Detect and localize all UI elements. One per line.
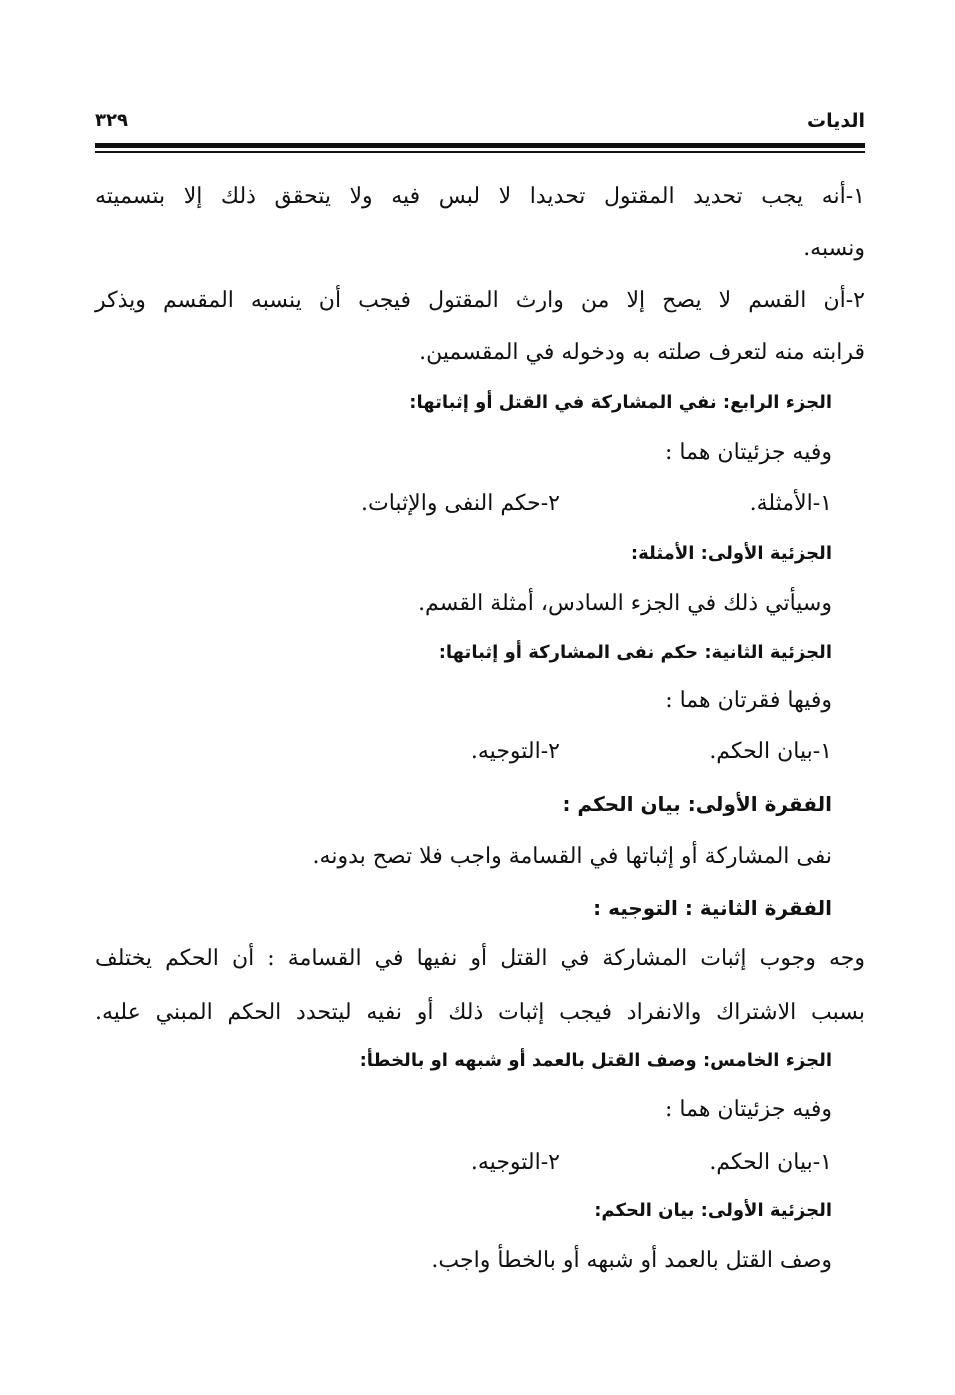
- paragraph-line: نفى المشاركة أو إثباتها في القسامة واجب فلا تصح بدونه.: [312, 844, 832, 869]
- list-item: ٢-حكم النفى والإثبات.: [360, 491, 560, 516]
- running-title: الديات: [807, 110, 865, 132]
- paragraph-line: وفيه جزئيتان هما :: [665, 440, 832, 465]
- header-rule-thick: [95, 143, 865, 148]
- paragraph-line: وفيه جزئيتان هما :: [665, 1097, 832, 1122]
- paragraph-line: وفيها فقرتان هما :: [665, 688, 832, 713]
- header-rule-thin: [95, 151, 865, 153]
- section-heading: الجزء الرابع: نفي المشاركة في القتل أو إثباتها:: [409, 392, 832, 413]
- paragraph-line: بسبب الاشتراك والانفراد فيجب إثبات ذلك أو نفيه ليتحدد الحكم المبني عليه.: [95, 1000, 865, 1025]
- paragraph-line: وسيأتي ذلك في الجزء السادس، أمثلة القسم.: [418, 591, 832, 616]
- paragraph-line: ١-أنه يجب تحديد المقتول تحديدا لا لبس فيه ولا يتحقق ذلك إلا بتسميته: [95, 184, 865, 209]
- list-item: ٢-التوجيه.: [470, 739, 560, 764]
- page-header: [95, 108, 865, 140]
- paragraph-line: وجه وجوب إثبات المشاركة في القتل أو نفيها في القسامة : أن الحكم يختلف: [95, 946, 865, 971]
- paragraph-line: ونسبه.: [803, 236, 865, 261]
- paragraph-line: وصف القتل بالعمد أو شبهه أو بالخطأ واجب.: [431, 1248, 832, 1273]
- paragraph-line: قرابته منه لتعرف صلته به ودخوله في المقسمين.: [419, 340, 865, 365]
- list-item: ١-الأمثلة.: [749, 491, 832, 516]
- section-heading: الجزء الخامس: وصف القتل بالعمد أو شبهه او بالخطأ:: [359, 1050, 832, 1071]
- paragraph-line: ٢-أن القسم لا يصح إلا من وارث المقتول فيجب أن ينسبه المقسم ويذكر: [95, 288, 865, 313]
- paragraph-heading: الفقرة الأولى: بيان الحكم :: [562, 792, 832, 816]
- list-item: ٢-التوجيه.: [470, 1150, 560, 1175]
- page-number: ٣٢٩: [95, 110, 128, 131]
- list-item: ١-بيان الحكم.: [709, 1150, 832, 1175]
- paragraph-heading: الفقرة الثانية : التوجيه :: [593, 896, 832, 920]
- subsection-heading: الجزئية الأولى: الأمثلة:: [630, 543, 832, 564]
- subsection-heading: الجزئية الأولى: بيان الحكم:: [594, 1200, 832, 1221]
- list-item: ١-بيان الحكم.: [709, 739, 832, 764]
- subsection-heading: الجزئية الثانية: حكم نفى المشاركة أو إثباتها:: [438, 642, 832, 663]
